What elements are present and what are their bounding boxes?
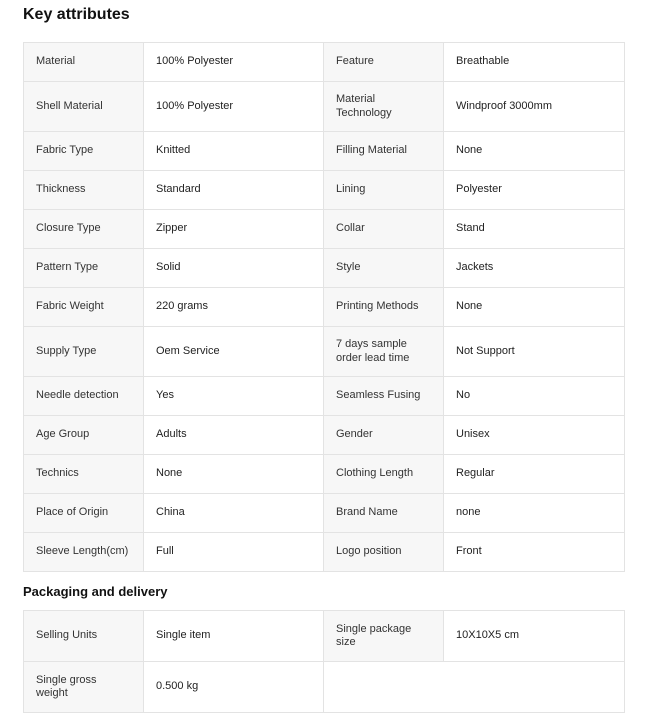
table-row — [24, 494, 625, 533]
table-row — [24, 455, 625, 494]
attribute-label: Lining — [324, 171, 444, 210]
table-row — [24, 171, 625, 210]
attribute-label: Supply Type — [24, 327, 144, 377]
attribute-label: Sleeve Length(cm) — [24, 533, 144, 572]
attribute-label: Clothing Length — [324, 455, 444, 494]
attribute-value: 100% Polyester — [144, 82, 324, 132]
attribute-value: Regular — [444, 455, 625, 494]
packaging-heading: Packaging and delivery — [23, 584, 168, 599]
attribute-label: Logo position — [324, 533, 444, 572]
table-row — [24, 43, 625, 82]
empty-cell — [444, 662, 625, 713]
attribute-label: Age Group — [24, 416, 144, 455]
table-row — [24, 210, 625, 249]
table-row — [24, 611, 625, 662]
table-row — [24, 377, 625, 416]
table-row — [24, 132, 625, 171]
attribute-label: Filling Material — [324, 132, 444, 171]
attribute-value: Adults — [144, 416, 324, 455]
attribute-label: Fabric Type — [24, 132, 144, 171]
attribute-label: Gender — [324, 416, 444, 455]
key-attributes-table — [23, 42, 625, 572]
attribute-value: Breathable — [444, 43, 625, 82]
attribute-value: Windproof 3000mm — [444, 82, 625, 132]
attribute-value: None — [444, 288, 625, 327]
packaging-table — [23, 610, 625, 713]
attribute-label: Thickness — [24, 171, 144, 210]
attribute-label: Closure Type — [24, 210, 144, 249]
attribute-value: 0.500 kg — [144, 662, 324, 713]
attribute-label: Material — [24, 43, 144, 82]
attribute-value: Yes — [144, 377, 324, 416]
attribute-value: 220 grams — [144, 288, 324, 327]
attribute-value: none — [444, 494, 625, 533]
attribute-value: Jackets — [444, 249, 625, 288]
attribute-value: Not Support — [444, 327, 625, 377]
attribute-value: Full — [144, 533, 324, 572]
attribute-label: 7 days sample order lead time — [324, 327, 444, 377]
attribute-value: Oem Service — [144, 327, 324, 377]
table-row — [24, 288, 625, 327]
attribute-value: China — [144, 494, 324, 533]
table-row — [24, 533, 625, 572]
attribute-value: 100% Polyester — [144, 43, 324, 82]
attribute-label: Place of Origin — [24, 494, 144, 533]
attribute-value: Knitted — [144, 132, 324, 171]
attribute-value: 10X10X5 cm — [444, 611, 625, 662]
attribute-label: Single gross weight — [24, 662, 144, 713]
attribute-value: Standard — [144, 171, 324, 210]
empty-cell — [324, 662, 444, 713]
attribute-label: Printing Methods — [324, 288, 444, 327]
attribute-value: None — [144, 455, 324, 494]
key-attributes-heading: Key attributes — [23, 6, 130, 23]
table-row — [24, 82, 625, 132]
attribute-value: Solid — [144, 249, 324, 288]
table-row — [24, 327, 625, 377]
attribute-label: Needle detection — [24, 377, 144, 416]
attribute-label: Shell Material — [24, 82, 144, 132]
attribute-value: Unisex — [444, 416, 625, 455]
table-row — [24, 662, 625, 713]
attribute-value: No — [444, 377, 625, 416]
attribute-label: Feature — [324, 43, 444, 82]
attribute-label: Brand Name — [324, 494, 444, 533]
attribute-label: Selling Units — [24, 611, 144, 662]
attribute-value: Zipper — [144, 210, 324, 249]
attribute-label: Collar — [324, 210, 444, 249]
attribute-value: None — [444, 132, 625, 171]
attribute-label: Seamless Fusing — [324, 377, 444, 416]
table-row — [24, 249, 625, 288]
attribute-label: Fabric Weight — [24, 288, 144, 327]
attribute-label: Technics — [24, 455, 144, 494]
attribute-label: Style — [324, 249, 444, 288]
attribute-value: Single item — [144, 611, 324, 662]
table-row — [24, 416, 625, 455]
attribute-value: Front — [444, 533, 625, 572]
attribute-label: Single package size — [324, 611, 444, 662]
attribute-value: Stand — [444, 210, 625, 249]
attribute-value: Polyester — [444, 171, 625, 210]
attribute-label: Pattern Type — [24, 249, 144, 288]
attribute-label: Material Technology — [324, 82, 444, 132]
